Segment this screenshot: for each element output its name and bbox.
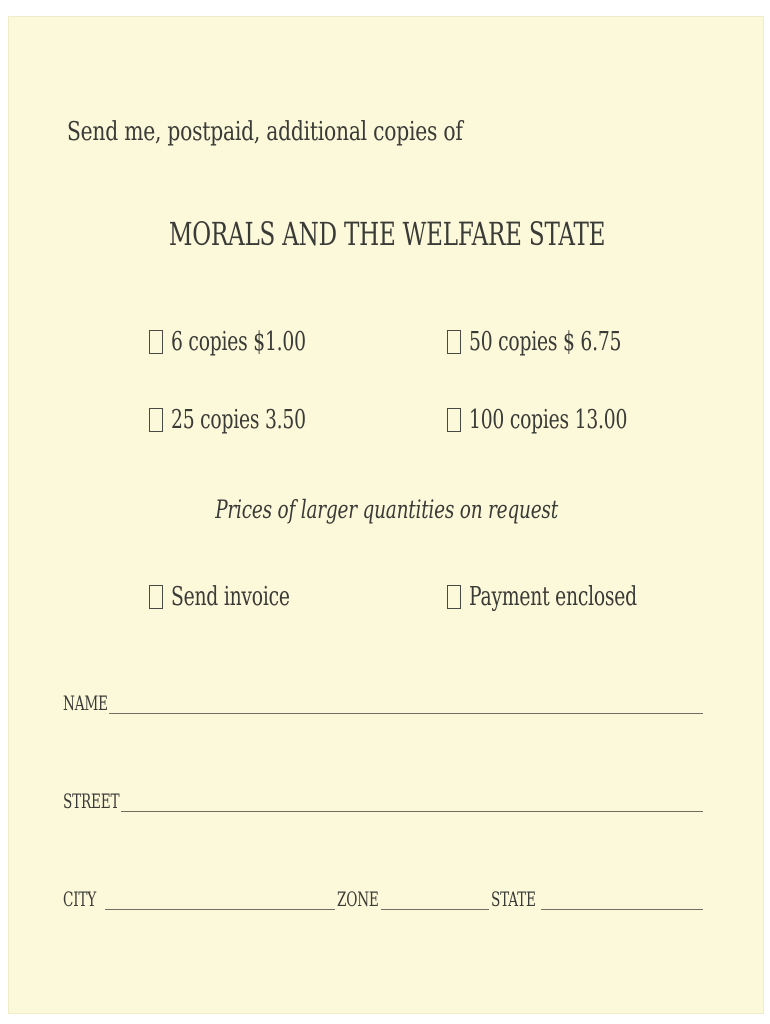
city-input-line[interactable]: [105, 909, 335, 910]
street-input-line[interactable]: [121, 811, 703, 812]
street-label: STREET: [63, 789, 120, 813]
order-form-card: [8, 16, 764, 1014]
city-zone-state-row: [63, 887, 713, 917]
checkbox-50-copies[interactable]: [447, 330, 461, 354]
pricing-note-text: Prices of larger quantities on request: [215, 495, 559, 524]
option-25-copies-label: 25 copies 3.50: [171, 405, 306, 435]
zone-input-line[interactable]: [381, 909, 489, 910]
option-100-copies-label: 100 copies 13.00: [469, 405, 628, 435]
option-50-copies-label: 50 copies $ 6.75: [469, 327, 622, 357]
option-25-copies[interactable]: [149, 405, 358, 435]
checkbox-send-invoice[interactable]: [149, 585, 163, 609]
send-invoice-label: Send invoice: [171, 582, 290, 612]
checkbox-6-copies[interactable]: [149, 330, 163, 354]
send-invoice-option[interactable]: [149, 582, 336, 612]
pricing-note: [9, 495, 765, 524]
payment-enclosed-label: Payment enclosed: [469, 582, 637, 612]
option-6-copies-label: 6 copies $1.00: [171, 327, 306, 357]
publication-title: [9, 215, 765, 253]
name-input-line[interactable]: [109, 713, 703, 714]
publication-title-text: MORALS AND THE WELFARE STATE: [168, 215, 606, 253]
intro-text: Send me, postpaid, additional copies of: [67, 117, 463, 147]
zone-label: ZONE: [337, 887, 379, 911]
state-label: STATE: [491, 887, 536, 911]
checkbox-100-copies[interactable]: [447, 408, 461, 432]
checkbox-25-copies[interactable]: [149, 408, 163, 432]
street-field[interactable]: [63, 789, 713, 819]
option-6-copies[interactable]: [149, 327, 358, 357]
name-label: NAME: [63, 691, 108, 715]
city-label: CITY: [63, 887, 97, 911]
state-input-line[interactable]: [541, 909, 703, 910]
option-50-copies[interactable]: [447, 327, 680, 357]
checkbox-payment-enclosed[interactable]: [447, 585, 461, 609]
name-field[interactable]: [63, 691, 713, 721]
payment-enclosed-option[interactable]: [447, 582, 702, 612]
option-100-copies[interactable]: [447, 405, 689, 435]
